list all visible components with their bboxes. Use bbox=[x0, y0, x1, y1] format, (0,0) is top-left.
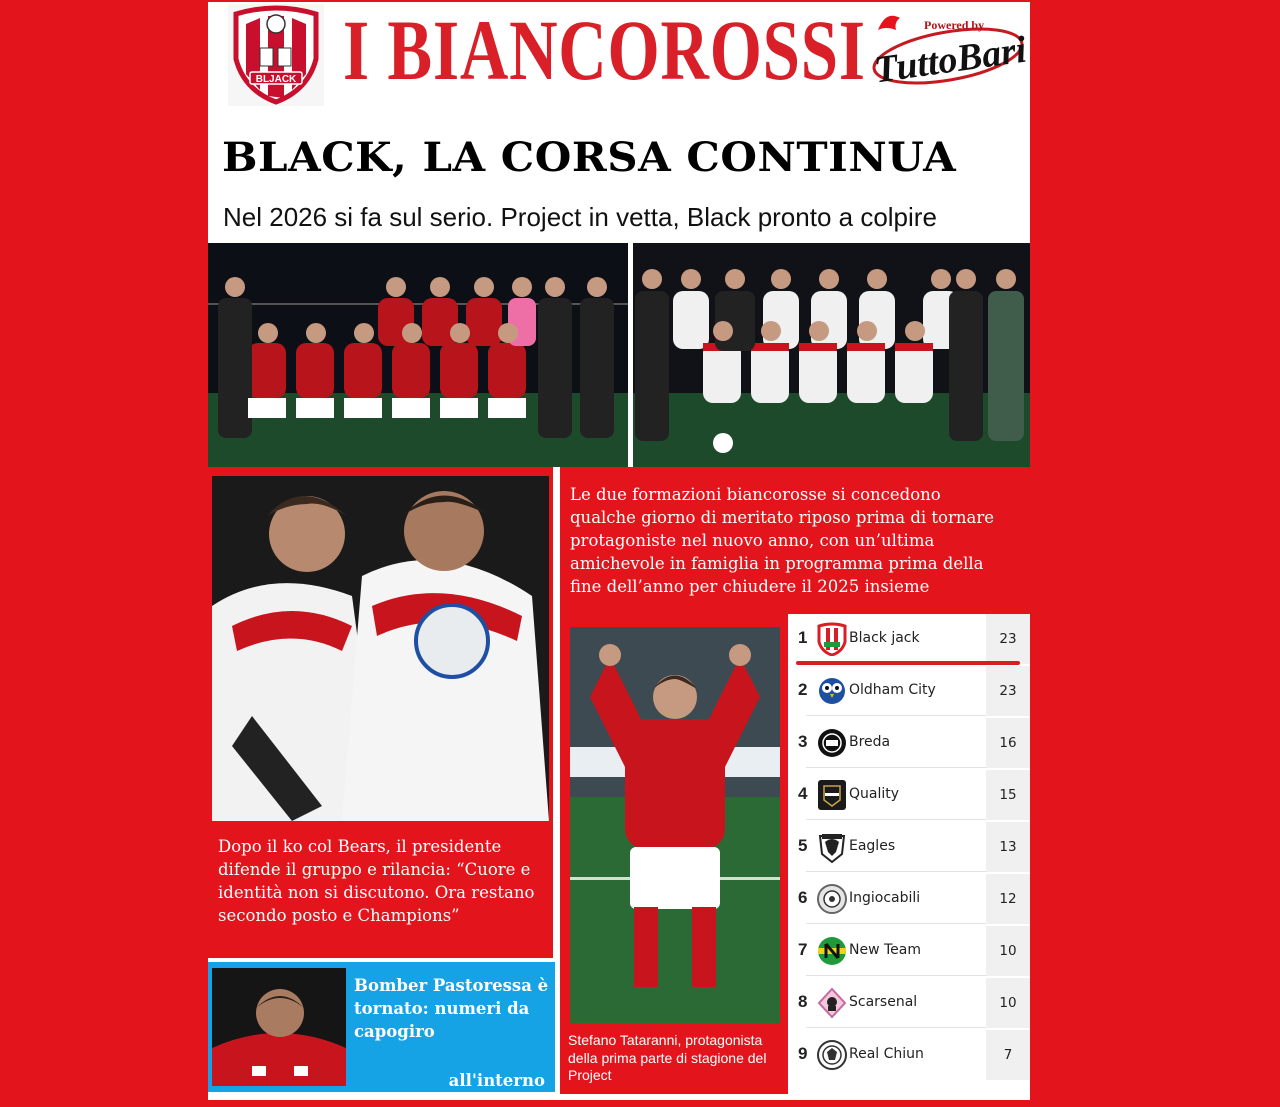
team-photo-black bbox=[208, 243, 628, 467]
team-name: Quality bbox=[849, 786, 900, 802]
rank: 3 bbox=[798, 732, 808, 751]
standings-row bbox=[796, 978, 1030, 1028]
bljack-logo bbox=[228, 4, 324, 106]
scarsenal-crest-icon bbox=[816, 986, 848, 1020]
points: 23 bbox=[999, 683, 1017, 699]
subheadline: Nel 2026 si fa sul serio. Project in vetta, Black pronto a colpire bbox=[223, 202, 937, 232]
story-left-text: Dopo il ko col Bears, il presidente difende il gruppo e rilancia: “Cuore e identità non si discutono. Ora restano secondo posto e Champions” bbox=[218, 837, 535, 925]
standings-row bbox=[796, 1030, 1030, 1080]
story-right-line: qualche giorno di meritato riposo prima di tornare bbox=[570, 508, 994, 527]
newteam-crest-icon bbox=[816, 934, 848, 968]
team-photo-project bbox=[633, 243, 1030, 467]
points: 13 bbox=[999, 839, 1017, 855]
logo-text: BLJACK bbox=[255, 74, 297, 85]
rank: 8 bbox=[798, 992, 808, 1011]
photo-caption-panel bbox=[560, 614, 788, 1094]
points: 16 bbox=[999, 735, 1017, 751]
read-more-link[interactable]: all'interno bbox=[448, 1071, 545, 1090]
powered-brand: TuttoBari bbox=[871, 28, 1029, 92]
rank: 6 bbox=[798, 888, 808, 907]
rank: 2 bbox=[798, 680, 808, 699]
rank: 1 bbox=[798, 628, 808, 647]
pastoressa-photo bbox=[212, 968, 346, 1086]
standings-row bbox=[796, 718, 1030, 768]
bomber-title: Bomber Pastoressa è tornato: numeri da capogiro bbox=[354, 976, 549, 1041]
standings-row bbox=[796, 666, 1030, 716]
story-right-line: fine dell’anno per chiudere il 2025 insieme bbox=[570, 577, 930, 596]
team-name: New Team bbox=[849, 942, 921, 958]
story-right-line: Le due formazioni biancorosse si concedono bbox=[570, 485, 941, 504]
story-right-line: amichevole in famiglia in programma prima della bbox=[570, 554, 984, 573]
rank: 9 bbox=[798, 1044, 808, 1063]
team-name: Oldham City bbox=[849, 682, 936, 698]
team-name: Real Chiun bbox=[849, 1046, 924, 1062]
photo-caption: Stefano Tataranni, protagonista della prima parte di stagione del Project bbox=[568, 1032, 767, 1083]
team-name: Breda bbox=[849, 734, 891, 750]
powered-label: Powered by bbox=[924, 18, 985, 32]
points: 10 bbox=[999, 995, 1017, 1011]
rank: 5 bbox=[798, 836, 808, 855]
rank: 7 bbox=[798, 940, 808, 959]
points: 23 bbox=[999, 631, 1017, 647]
team-name: Ingiocabili bbox=[849, 890, 921, 906]
team-name: Black jack bbox=[849, 630, 920, 646]
rank: 4 bbox=[798, 784, 808, 803]
front-page bbox=[208, 2, 1030, 1100]
standings-row bbox=[796, 926, 1030, 976]
points: 15 bbox=[999, 787, 1017, 803]
left-story-panel bbox=[208, 467, 553, 958]
realchiun-crest-icon bbox=[816, 1038, 848, 1072]
standings-table bbox=[796, 614, 1030, 1094]
quality-crest-icon bbox=[816, 778, 848, 812]
powered-by-badge bbox=[856, 4, 1029, 96]
standings-row bbox=[796, 874, 1030, 924]
story-right-text bbox=[570, 483, 1030, 598]
bomber-teaser[interactable] bbox=[208, 962, 555, 1092]
points: 12 bbox=[999, 891, 1017, 907]
story-right-line: protagoniste nel nuovo anno, con un’ultima bbox=[570, 531, 935, 550]
standings-row bbox=[796, 770, 1030, 820]
masthead-title: I BIANCOROSSI bbox=[343, 2, 866, 98]
team-name: Eagles bbox=[849, 838, 896, 854]
standings-row bbox=[796, 822, 1030, 872]
ingiocabili-crest-icon bbox=[816, 882, 848, 916]
points: 7 bbox=[1003, 1047, 1013, 1063]
headline: BLACK, LA CORSA CONTINUA bbox=[222, 134, 957, 181]
owl-crest-icon bbox=[816, 674, 848, 708]
right-story-panel bbox=[560, 467, 1030, 614]
team-name: Scarsenal bbox=[849, 994, 918, 1010]
points: 10 bbox=[999, 943, 1017, 959]
breda-crest-icon bbox=[816, 726, 848, 760]
players-celebration-photo bbox=[212, 476, 549, 821]
bljack-crest-icon bbox=[816, 622, 848, 656]
standings-row bbox=[796, 614, 1030, 664]
eagle-crest-icon bbox=[816, 830, 848, 864]
tataranni-photo bbox=[570, 627, 780, 1023]
leader-underline bbox=[796, 661, 1020, 665]
